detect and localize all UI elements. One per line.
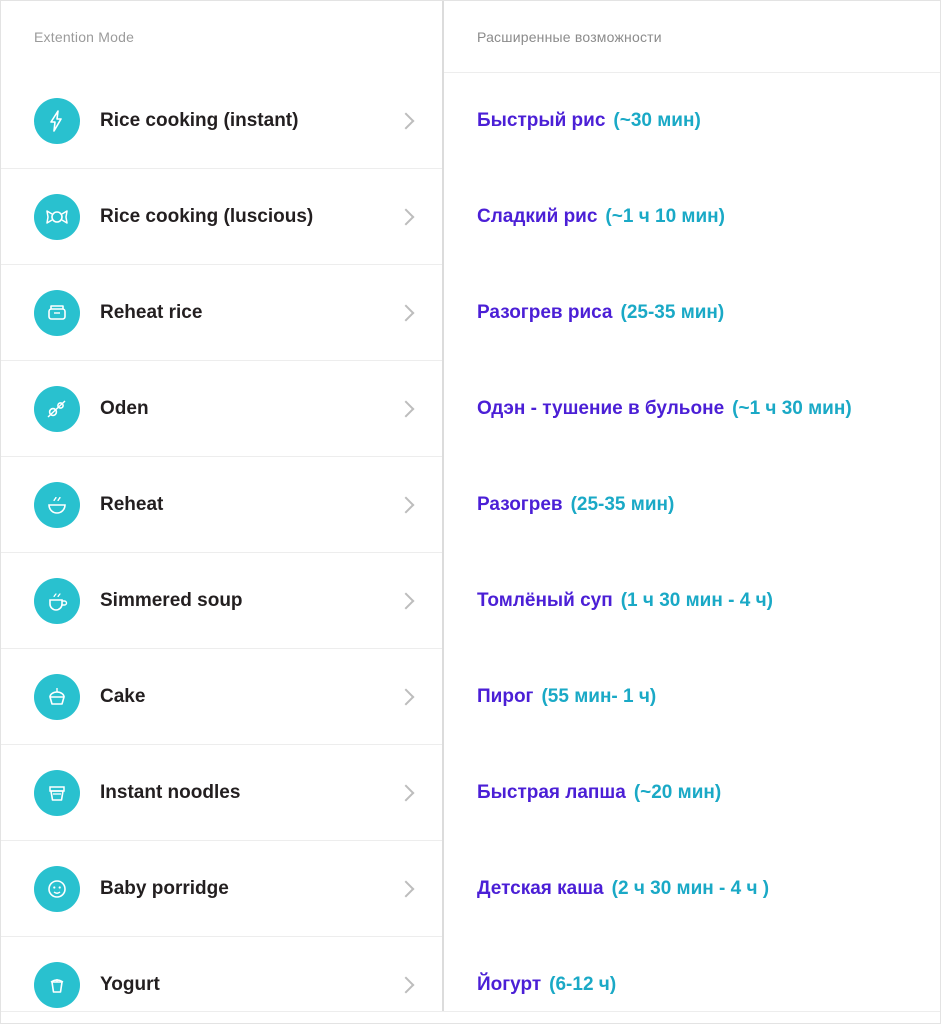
- mode-duration: (~1 ч 10 мин): [605, 206, 725, 227]
- mode-name: Разогрев: [477, 494, 563, 515]
- chevron-right-icon[interactable]: [398, 400, 415, 417]
- chevron-right-icon[interactable]: [398, 208, 415, 225]
- mode-name: Разогрев риса: [477, 302, 613, 323]
- list-item: [444, 361, 940, 457]
- list-item: [444, 649, 940, 745]
- lightning-bolt-icon: [34, 98, 80, 144]
- list-item[interactable]: [1, 745, 442, 841]
- list-item[interactable]: [1, 361, 442, 457]
- list-item[interactable]: [1, 169, 442, 265]
- list-item[interactable]: [1, 841, 442, 937]
- chevron-right-icon[interactable]: [398, 977, 415, 994]
- mode-duration: (6-12 ч): [549, 974, 617, 995]
- right-column-header: Расширенные возможности: [444, 1, 940, 73]
- mode-name: Одэн - тушение в бульоне: [477, 398, 725, 419]
- skewer-icon: [34, 386, 80, 432]
- list-item[interactable]: [1, 73, 442, 169]
- mode-list: [1, 73, 442, 1024]
- mode-duration: (2 ч 30 мин - 4 ч ): [611, 878, 770, 899]
- chevron-right-icon[interactable]: [398, 688, 415, 705]
- mode-name: Пирог: [477, 686, 534, 707]
- baby-face-icon: [34, 866, 80, 912]
- list-item[interactable]: [1, 649, 442, 745]
- list-item-label: Reheat rice: [100, 301, 203, 323]
- list-item-label: Oden: [100, 397, 149, 419]
- rice-cooker-icon: [34, 290, 80, 336]
- chevron-right-icon[interactable]: [398, 592, 415, 609]
- list-item[interactable]: [1, 265, 442, 361]
- mode-name: Йогурт: [477, 974, 542, 995]
- soup-cup-icon: [34, 578, 80, 624]
- list-item: [444, 745, 940, 841]
- list-item-label: Cake: [100, 685, 146, 707]
- list-item: [444, 553, 940, 649]
- mode-duration: (25-35 мин): [570, 494, 675, 515]
- list-item[interactable]: [1, 457, 442, 553]
- list-item[interactable]: [1, 553, 442, 649]
- mode-duration: (~20 мин): [633, 782, 722, 803]
- list-item-label: Rice cooking (luscious): [100, 205, 314, 227]
- chevron-right-icon[interactable]: [398, 784, 415, 801]
- mode-duration: (~30 мин): [613, 110, 701, 131]
- chevron-right-icon[interactable]: [398, 880, 415, 897]
- two-column-layout: [1, 1, 940, 1023]
- list-item: [444, 457, 940, 553]
- list-item: [444, 841, 940, 937]
- list-item-label: Baby porridge: [100, 877, 229, 899]
- bottom-divider: [1, 1011, 940, 1023]
- yogurt-cup-icon: [34, 962, 80, 1008]
- mode-duration: (1 ч 30 мин - 4 ч): [620, 590, 773, 611]
- steaming-bowl-icon: [34, 482, 80, 528]
- list-item-label: Reheat: [100, 493, 164, 515]
- mode-name: Сладкий рис: [477, 206, 598, 227]
- mode-duration: (25-35 мин): [620, 302, 725, 323]
- mode-duration: (~1 ч 30 мин): [732, 398, 852, 419]
- list-item: [444, 169, 940, 265]
- list-item-label: Simmered soup: [100, 589, 243, 611]
- noodle-cup-icon: [34, 770, 80, 816]
- mode-name: Томлёный суп: [477, 590, 613, 611]
- russian-mode-column: [444, 1, 940, 1023]
- chevron-right-icon[interactable]: [398, 304, 415, 321]
- cupcake-icon: [34, 674, 80, 720]
- list-item: [444, 265, 940, 361]
- list-item-label: Rice cooking (instant): [100, 109, 299, 131]
- mode-translation-list: [444, 73, 940, 1024]
- english-mode-column: [1, 1, 444, 1023]
- list-item-label: Yogurt: [100, 974, 160, 995]
- list-item-label: Instant noodles: [100, 781, 241, 803]
- chevron-right-icon[interactable]: [398, 112, 415, 129]
- list-item: [444, 73, 940, 169]
- mode-duration: (55 мин- 1 ч): [541, 686, 657, 707]
- mode-name: Быстрая лапша: [477, 782, 626, 803]
- mode-name: Детская каша: [477, 878, 604, 899]
- chevron-right-icon[interactable]: [398, 496, 415, 513]
- mode-name: Быстрый рис: [477, 110, 606, 131]
- candy-icon: [34, 194, 80, 240]
- left-column-header: Extention Mode: [34, 29, 135, 45]
